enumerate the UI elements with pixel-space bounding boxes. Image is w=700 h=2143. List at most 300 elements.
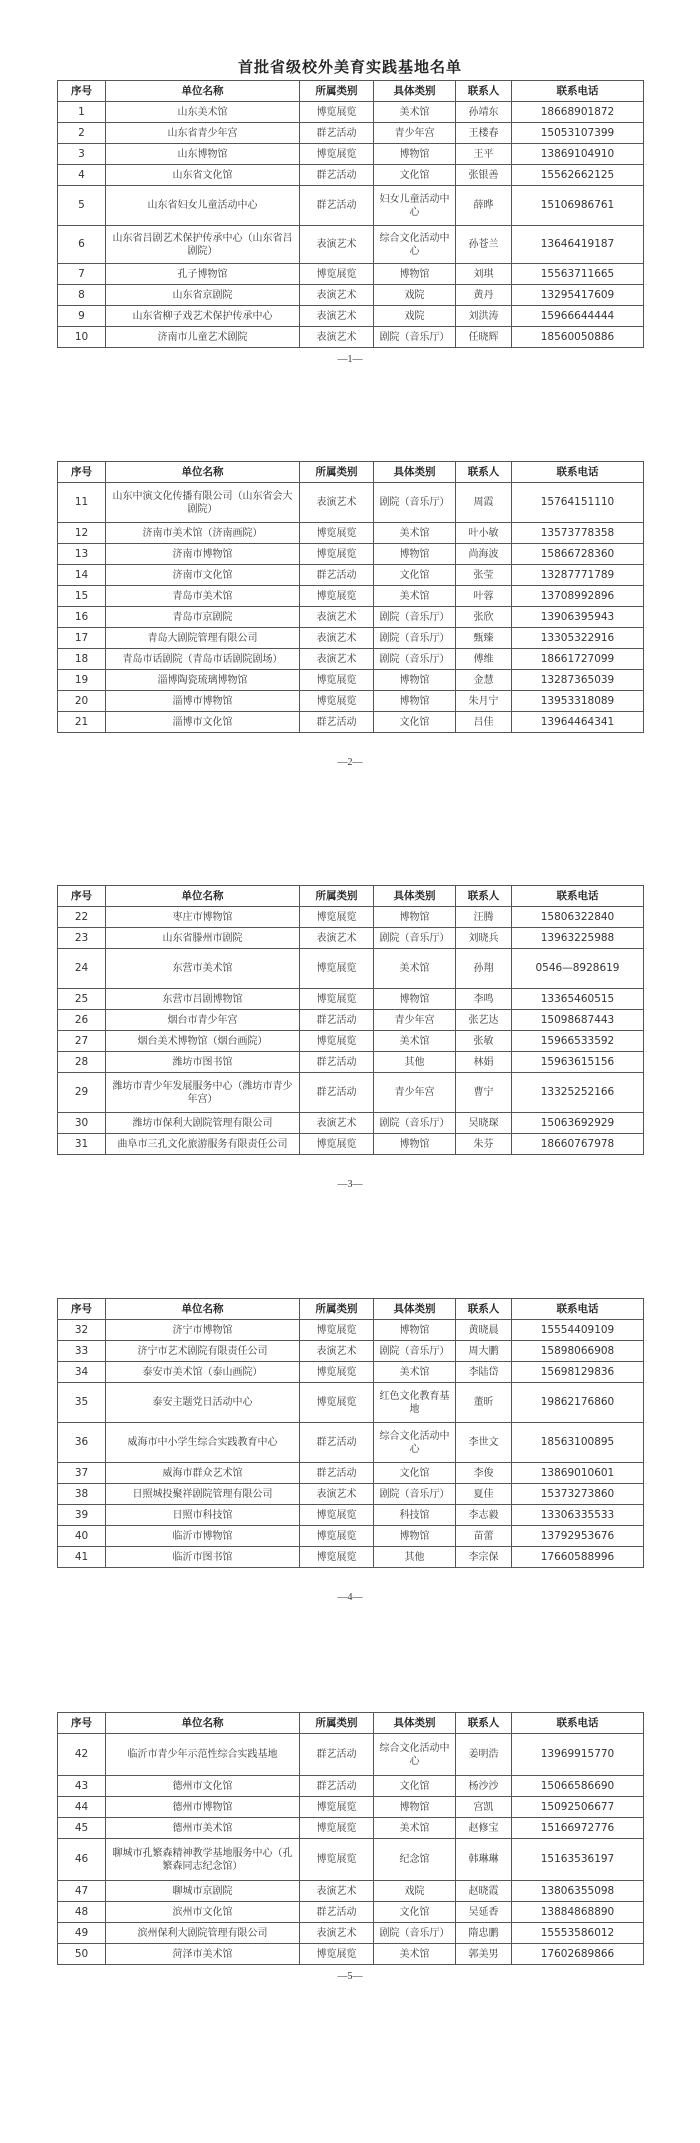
cell-no: 39 <box>58 1505 106 1526</box>
cell-type: 青少年宫 <box>374 1073 456 1113</box>
cell-name: 青岛大剧院管理有限公司 <box>106 628 300 649</box>
cell-type: 红色文化教育基地 <box>374 1383 456 1423</box>
cell-no: 6 <box>58 226 106 264</box>
cell-phone: 13906395943 <box>512 607 644 628</box>
cell-phone: 15554409109 <box>512 1320 644 1341</box>
cell-category: 表演艺术 <box>300 327 374 348</box>
table-row <box>58 1776 644 1797</box>
cell-category: 博览展览 <box>300 1797 374 1818</box>
cell-category: 群艺活动 <box>300 1776 374 1797</box>
cell-no: 24 <box>58 949 106 989</box>
column-header-type: 具体类别 <box>374 462 456 483</box>
table-row <box>58 264 644 285</box>
cell-no: 36 <box>58 1423 106 1463</box>
cell-no: 35 <box>58 1383 106 1423</box>
cell-contact: 叶蓉 <box>456 586 512 607</box>
cell-category: 博览展览 <box>300 1505 374 1526</box>
cell-contact: 刘晓兵 <box>456 928 512 949</box>
cell-category: 博览展览 <box>300 102 374 123</box>
cell-name: 泰安主题党日活动中心 <box>106 1383 300 1423</box>
cell-contact: 李俊 <box>456 1463 512 1484</box>
cell-no: 26 <box>58 1010 106 1031</box>
cell-category: 博览展览 <box>300 1547 374 1568</box>
cell-contact: 薛晔 <box>456 186 512 226</box>
cell-type: 博物馆 <box>374 1797 456 1818</box>
cell-type: 博物馆 <box>374 1526 456 1547</box>
cell-contact: 孙翔 <box>456 949 512 989</box>
cell-contact: 李鸣 <box>456 989 512 1010</box>
table-row <box>58 907 644 928</box>
cell-no: 44 <box>58 1797 106 1818</box>
table-row <box>58 928 644 949</box>
column-header-name: 单位名称 <box>106 886 300 907</box>
table-row <box>58 226 644 264</box>
page-5 <box>57 1712 643 1982</box>
cell-category: 群艺活动 <box>300 712 374 733</box>
cell-type: 博物馆 <box>374 907 456 928</box>
table-row <box>58 1362 644 1383</box>
column-header-phone: 联系电话 <box>512 1713 644 1734</box>
cell-category: 群艺活动 <box>300 123 374 144</box>
cell-type: 美术馆 <box>374 586 456 607</box>
cell-contact: 黄丹 <box>456 285 512 306</box>
cell-name: 滨州保利大剧院管理有限公司 <box>106 1923 300 1944</box>
cell-phone: 15166972776 <box>512 1818 644 1839</box>
cell-category: 表演艺术 <box>300 483 374 523</box>
cell-name: 日照城投聚祥剧院管理有限公司 <box>106 1484 300 1505</box>
cell-name: 聊城市孔繁森精神教学基地服务中心（孔繁森同志纪念馆） <box>106 1839 300 1881</box>
page-2 <box>57 461 643 768</box>
cell-contact: 吴晓琛 <box>456 1113 512 1134</box>
cell-name: 山东中演文化传播有限公司（山东省会大剧院） <box>106 483 300 523</box>
cell-no: 23 <box>58 928 106 949</box>
cell-contact: 尚海波 <box>456 544 512 565</box>
cell-phone: 19862176860 <box>512 1383 644 1423</box>
cell-name: 潍坊市保利大剧院管理有限公司 <box>106 1113 300 1134</box>
cell-category: 博览展览 <box>300 1362 374 1383</box>
cell-category: 群艺活动 <box>300 1463 374 1484</box>
cell-name: 淄博市博物馆 <box>106 691 300 712</box>
cell-phone: 13884868890 <box>512 1902 644 1923</box>
cell-contact: 董昕 <box>456 1383 512 1423</box>
column-header-phone: 联系电话 <box>512 886 644 907</box>
cell-contact: 赵晓霞 <box>456 1881 512 1902</box>
cell-category: 表演艺术 <box>300 628 374 649</box>
cell-contact: 宫凯 <box>456 1797 512 1818</box>
table-row <box>58 1073 644 1113</box>
page-number: —2— <box>337 757 363 768</box>
cell-type: 美术馆 <box>374 949 456 989</box>
cell-phone: 17602689866 <box>512 1944 644 1965</box>
cell-name: 济宁市艺术剧院有限责任公司 <box>106 1341 300 1362</box>
cell-name: 曲阜市三孔文化旅游服务有限责任公司 <box>106 1134 300 1155</box>
institution-table <box>57 461 644 733</box>
cell-name: 潍坊市图书馆 <box>106 1052 300 1073</box>
cell-phone: 17660588996 <box>512 1547 644 1568</box>
cell-type: 戏院 <box>374 1881 456 1902</box>
cell-name: 临沂市图书馆 <box>106 1547 300 1568</box>
page-3 <box>57 885 643 1190</box>
cell-no: 38 <box>58 1484 106 1505</box>
cell-no: 16 <box>58 607 106 628</box>
table-row <box>58 586 644 607</box>
cell-type: 纪念馆 <box>374 1839 456 1881</box>
cell-type: 博物馆 <box>374 670 456 691</box>
cell-phone: 13869104910 <box>512 144 644 165</box>
cell-contact: 任晓辉 <box>456 327 512 348</box>
cell-contact: 杨沙沙 <box>456 1776 512 1797</box>
table-row <box>58 1797 644 1818</box>
cell-no: 46 <box>58 1839 106 1881</box>
cell-phone: 15066586690 <box>512 1776 644 1797</box>
cell-phone: 15053107399 <box>512 123 644 144</box>
cell-category: 博览展览 <box>300 1944 374 1965</box>
cell-contact: 孙苍兰 <box>456 226 512 264</box>
cell-no: 8 <box>58 285 106 306</box>
column-header-name: 单位名称 <box>106 1713 300 1734</box>
table-row <box>58 165 644 186</box>
cell-name: 山东省妇女儿童活动中心 <box>106 186 300 226</box>
column-header-contact: 联系人 <box>456 1299 512 1320</box>
cell-type: 剧院（音乐厅） <box>374 1923 456 1944</box>
cell-phone: 13869010601 <box>512 1463 644 1484</box>
table-row <box>58 1881 644 1902</box>
cell-category: 表演艺术 <box>300 1923 374 1944</box>
cell-type: 剧院（音乐厅） <box>374 1341 456 1362</box>
cell-no: 17 <box>58 628 106 649</box>
cell-contact: 王平 <box>456 144 512 165</box>
cell-category: 表演艺术 <box>300 1113 374 1134</box>
cell-name: 东营市美术馆 <box>106 949 300 989</box>
cell-phone: 13806355098 <box>512 1881 644 1902</box>
cell-phone: 15963615156 <box>512 1052 644 1073</box>
cell-phone: 13646419187 <box>512 226 644 264</box>
cell-type: 博物馆 <box>374 989 456 1010</box>
cell-contact: 朱芬 <box>456 1134 512 1155</box>
table-row <box>58 607 644 628</box>
cell-name: 山东省滕州市剧院 <box>106 928 300 949</box>
cell-type: 美术馆 <box>374 1362 456 1383</box>
cell-category: 博览展览 <box>300 1031 374 1052</box>
column-header-phone: 联系电话 <box>512 81 644 102</box>
cell-category: 表演艺术 <box>300 306 374 327</box>
cell-category: 表演艺术 <box>300 1341 374 1362</box>
table-row <box>58 1818 644 1839</box>
table-row <box>58 327 644 348</box>
cell-name: 东营市吕剧博物馆 <box>106 989 300 1010</box>
cell-no: 30 <box>58 1113 106 1134</box>
column-header-category: 所属类别 <box>300 1299 374 1320</box>
cell-type: 博物馆 <box>374 144 456 165</box>
cell-category: 群艺活动 <box>300 165 374 186</box>
cell-name: 青岛市美术馆 <box>106 586 300 607</box>
cell-no: 37 <box>58 1463 106 1484</box>
cell-name: 临沂市青少年示范性综合实践基地 <box>106 1734 300 1776</box>
cell-category: 群艺活动 <box>300 1902 374 1923</box>
cell-name: 青岛市话剧院（青岛市话剧院剧场） <box>106 649 300 670</box>
column-header-contact: 联系人 <box>456 462 512 483</box>
column-header-no: 序号 <box>58 81 106 102</box>
cell-type: 青少年宫 <box>374 1010 456 1031</box>
cell-phone: 13306335533 <box>512 1505 644 1526</box>
cell-phone: 15563711665 <box>512 264 644 285</box>
table-row <box>58 102 644 123</box>
cell-contact: 林娟 <box>456 1052 512 1073</box>
cell-type: 剧院（音乐厅） <box>374 628 456 649</box>
cell-no: 47 <box>58 1881 106 1902</box>
column-header-contact: 联系人 <box>456 1713 512 1734</box>
cell-name: 烟台市青少年宫 <box>106 1010 300 1031</box>
table-header-row <box>58 462 644 483</box>
cell-name: 济南市文化馆 <box>106 565 300 586</box>
cell-name: 山东省吕剧艺术保护传承中心（山东省吕剧院） <box>106 226 300 264</box>
cell-name: 山东省京剧院 <box>106 285 300 306</box>
cell-phone: 15806322840 <box>512 907 644 928</box>
table-header-row <box>58 1299 644 1320</box>
cell-category: 博览展览 <box>300 264 374 285</box>
cell-phone: 15092506677 <box>512 1797 644 1818</box>
cell-phone: 13287365039 <box>512 670 644 691</box>
cell-phone: 13295417609 <box>512 285 644 306</box>
cell-name: 淄博陶瓷琉璃博物馆 <box>106 670 300 691</box>
cell-category: 表演艺术 <box>300 1881 374 1902</box>
cell-no: 5 <box>58 186 106 226</box>
cell-contact: 张敏 <box>456 1031 512 1052</box>
cell-contact: 叶小敏 <box>456 523 512 544</box>
cell-contact: 刘琪 <box>456 264 512 285</box>
cell-no: 48 <box>58 1902 106 1923</box>
cell-contact: 甄臻 <box>456 628 512 649</box>
table-row <box>58 306 644 327</box>
cell-name: 济南市美术馆（济南画院） <box>106 523 300 544</box>
cell-name: 烟台美术博物馆（烟台画院） <box>106 1031 300 1052</box>
cell-contact: 苗蕾 <box>456 1526 512 1547</box>
column-header-type: 具体类别 <box>374 886 456 907</box>
document-title: 首批省级校外美育实践基地名单 <box>237 58 462 76</box>
cell-category: 表演艺术 <box>300 1484 374 1505</box>
cell-category: 博览展览 <box>300 1383 374 1423</box>
table-row <box>58 1463 644 1484</box>
column-header-name: 单位名称 <box>106 1299 300 1320</box>
cell-contact: 朱月宁 <box>456 691 512 712</box>
cell-no: 15 <box>58 586 106 607</box>
cell-phone: 13325252166 <box>512 1073 644 1113</box>
cell-phone: 13964464341 <box>512 712 644 733</box>
table-row <box>58 144 644 165</box>
cell-phone: 15764151110 <box>512 483 644 523</box>
column-header-category: 所属类别 <box>300 81 374 102</box>
cell-no: 1 <box>58 102 106 123</box>
cell-phone: 13365460515 <box>512 989 644 1010</box>
cell-no: 25 <box>58 989 106 1010</box>
cell-name: 济南市儿童艺术剧院 <box>106 327 300 348</box>
cell-category: 表演艺术 <box>300 928 374 949</box>
cell-phone: 15698129836 <box>512 1362 644 1383</box>
institution-table <box>57 80 644 348</box>
cell-name: 泰安市美术馆（泰山画院） <box>106 1362 300 1383</box>
cell-name: 山东省青少年宫 <box>106 123 300 144</box>
cell-name: 孔子博物馆 <box>106 264 300 285</box>
page-number: —3— <box>337 1179 363 1190</box>
cell-type: 剧院（音乐厅） <box>374 928 456 949</box>
cell-phone: 15163536197 <box>512 1839 644 1881</box>
cell-name: 聊城市京剧院 <box>106 1881 300 1902</box>
cell-name: 淄博市文化馆 <box>106 712 300 733</box>
column-header-type: 具体类别 <box>374 1713 456 1734</box>
cell-no: 43 <box>58 1776 106 1797</box>
cell-no: 7 <box>58 264 106 285</box>
cell-name: 日照市科技馆 <box>106 1505 300 1526</box>
cell-contact: 李宗保 <box>456 1547 512 1568</box>
cell-phone: 18563100895 <box>512 1423 644 1463</box>
cell-contact: 王楼春 <box>456 123 512 144</box>
cell-type: 博物馆 <box>374 1134 456 1155</box>
cell-no: 42 <box>58 1734 106 1776</box>
cell-type: 剧院（音乐厅） <box>374 607 456 628</box>
column-header-contact: 联系人 <box>456 886 512 907</box>
cell-no: 49 <box>58 1923 106 1944</box>
column-header-category: 所属类别 <box>300 886 374 907</box>
cell-category: 博览展览 <box>300 1839 374 1881</box>
cell-type: 青少年宫 <box>374 123 456 144</box>
table-row <box>58 1923 644 1944</box>
cell-phone: 18668901872 <box>512 102 644 123</box>
table-row <box>58 285 644 306</box>
cell-no: 19 <box>58 670 106 691</box>
cell-phone: 15373273860 <box>512 1484 644 1505</box>
cell-no: 45 <box>58 1818 106 1839</box>
table-row <box>58 483 644 523</box>
cell-name: 山东博物馆 <box>106 144 300 165</box>
cell-no: 4 <box>58 165 106 186</box>
cell-type: 戏院 <box>374 285 456 306</box>
cell-phone: 15553586012 <box>512 1923 644 1944</box>
cell-type: 文化馆 <box>374 565 456 586</box>
table-header-row <box>58 81 644 102</box>
cell-no: 31 <box>58 1134 106 1155</box>
cell-contact: 张银善 <box>456 165 512 186</box>
cell-no: 18 <box>58 649 106 670</box>
page-number: —1— <box>337 354 363 365</box>
table-row <box>58 1320 644 1341</box>
cell-type: 其他 <box>374 1547 456 1568</box>
table-row <box>58 1423 644 1463</box>
cell-category: 群艺活动 <box>300 1010 374 1031</box>
cell-category: 博览展览 <box>300 1818 374 1839</box>
page-4 <box>57 1298 643 1603</box>
cell-type: 美术馆 <box>374 102 456 123</box>
cell-phone: 13305322916 <box>512 628 644 649</box>
cell-category: 博览展览 <box>300 1526 374 1547</box>
table-header-row <box>58 886 644 907</box>
cell-phone: 18661727099 <box>512 649 644 670</box>
table-header-row <box>58 1713 644 1734</box>
cell-contact: 傅维 <box>456 649 512 670</box>
cell-category: 群艺活动 <box>300 186 374 226</box>
cell-name: 威海市中小学生综合实践教育中心 <box>106 1423 300 1463</box>
cell-category: 博览展览 <box>300 670 374 691</box>
cell-name: 枣庄市博物馆 <box>106 907 300 928</box>
cell-no: 41 <box>58 1547 106 1568</box>
cell-phone: 0546—8928619 <box>512 949 644 989</box>
cell-type: 博物馆 <box>374 691 456 712</box>
cell-contact: 吕佳 <box>456 712 512 733</box>
cell-contact: 张欣 <box>456 607 512 628</box>
cell-contact: 黄晓晨 <box>456 1320 512 1341</box>
cell-category: 博览展览 <box>300 949 374 989</box>
cell-contact: 吴延香 <box>456 1902 512 1923</box>
table-row <box>58 186 644 226</box>
cell-contact: 隋忠鹏 <box>456 1923 512 1944</box>
cell-contact: 李陆岱 <box>456 1362 512 1383</box>
cell-category: 博览展览 <box>300 523 374 544</box>
cell-name: 威海市群众艺术馆 <box>106 1463 300 1484</box>
cell-contact: 赵修宝 <box>456 1818 512 1839</box>
table-row <box>58 565 644 586</box>
cell-phone: 15866728360 <box>512 544 644 565</box>
cell-contact: 刘洪涛 <box>456 306 512 327</box>
table-row <box>58 1526 644 1547</box>
column-header-no: 序号 <box>58 1713 106 1734</box>
cell-name: 潍坊市青少年发展服务中心（潍坊市青少年宫） <box>106 1073 300 1113</box>
cell-type: 文化馆 <box>374 165 456 186</box>
page-number: —5— <box>337 1971 363 1982</box>
table-row <box>58 1944 644 1965</box>
cell-category: 表演艺术 <box>300 285 374 306</box>
cell-type: 文化馆 <box>374 1463 456 1484</box>
table-row <box>58 1547 644 1568</box>
column-header-no: 序号 <box>58 886 106 907</box>
cell-no: 32 <box>58 1320 106 1341</box>
cell-contact: 曹宁 <box>456 1073 512 1113</box>
cell-phone: 18660767978 <box>512 1134 644 1155</box>
institution-table <box>57 885 644 1155</box>
cell-no: 34 <box>58 1362 106 1383</box>
cell-name: 德州市文化馆 <box>106 1776 300 1797</box>
table-row <box>58 1505 644 1526</box>
cell-no: 28 <box>58 1052 106 1073</box>
cell-phone: 13969915770 <box>512 1734 644 1776</box>
cell-no: 2 <box>58 123 106 144</box>
cell-contact: 张艺达 <box>456 1010 512 1031</box>
institution-table <box>57 1712 644 1965</box>
column-header-phone: 联系电话 <box>512 1299 644 1320</box>
column-header-category: 所属类别 <box>300 462 374 483</box>
cell-type: 剧院（音乐厅） <box>374 327 456 348</box>
cell-phone: 15966644444 <box>512 306 644 327</box>
table-row <box>58 691 644 712</box>
cell-name: 济宁市博物馆 <box>106 1320 300 1341</box>
table-row <box>58 1383 644 1423</box>
column-header-type: 具体类别 <box>374 81 456 102</box>
cell-category: 群艺活动 <box>300 565 374 586</box>
cell-contact: 汪腾 <box>456 907 512 928</box>
cell-phone: 15106986761 <box>512 186 644 226</box>
column-header-name: 单位名称 <box>106 462 300 483</box>
cell-contact: 姜明浩 <box>456 1734 512 1776</box>
cell-contact: 郭美男 <box>456 1944 512 1965</box>
cell-type: 综合文化活动中心 <box>374 226 456 264</box>
table-row <box>58 712 644 733</box>
cell-no: 27 <box>58 1031 106 1052</box>
cell-category: 群艺活动 <box>300 1073 374 1113</box>
cell-category: 群艺活动 <box>300 1423 374 1463</box>
cell-phone: 13792953676 <box>512 1526 644 1547</box>
cell-contact: 张莹 <box>456 565 512 586</box>
column-header-category: 所属类别 <box>300 1713 374 1734</box>
cell-category: 博览展览 <box>300 989 374 1010</box>
cell-category: 博览展览 <box>300 1134 374 1155</box>
